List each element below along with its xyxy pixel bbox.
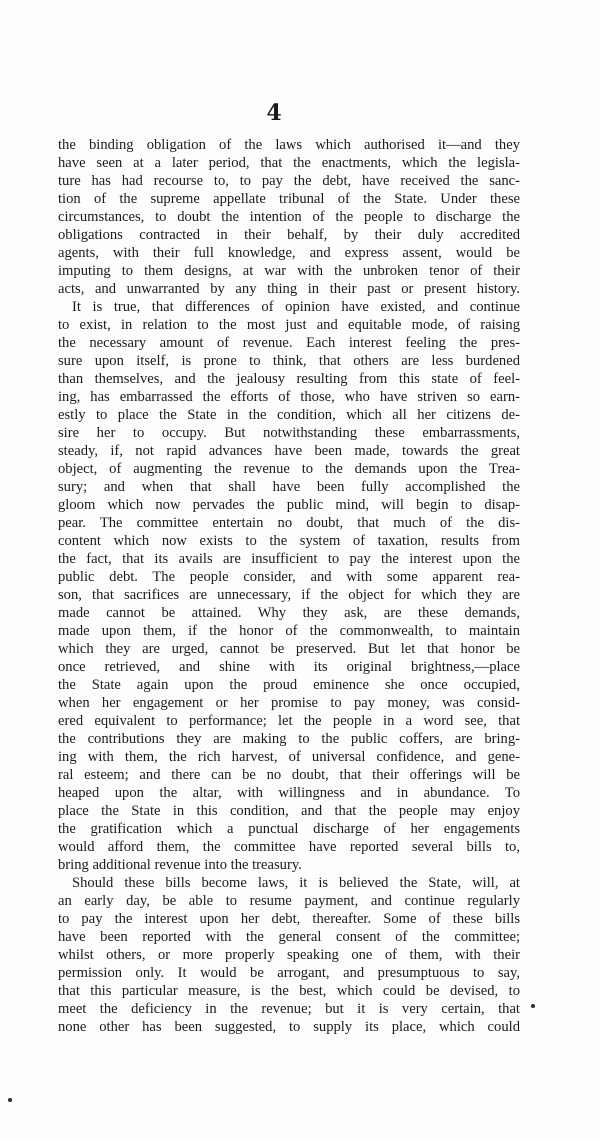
text-line: obligations contracted in their behalf, by their duly accredited xyxy=(58,227,520,243)
body-text xyxy=(58,136,520,1036)
text-line: public debt. The people consider, and with some apparent rea- xyxy=(58,569,520,585)
text-line: ered equivalent to performance; let the people in a word see, that xyxy=(58,713,520,729)
text-line: pear. The committee entertain no doubt, that much of the dis- xyxy=(58,515,520,531)
text-line: gloom which now pervades the public mind, will begin to disap- xyxy=(58,497,520,513)
text-line: object, of augmenting the revenue to the demands upon the Trea- xyxy=(58,461,520,477)
text-line: have been reported with the general consent of the committee; xyxy=(58,929,520,945)
text-line: made cannot be attained. Why they ask, are these demands, xyxy=(58,605,520,621)
text-line: the binding obligation of the laws which authorised it—and they xyxy=(58,137,520,153)
text-line: than themselves, and the jealousy resulting from this state of feel- xyxy=(58,371,520,387)
text-line: the contributions they are making to the public coffers, are bring- xyxy=(58,731,520,747)
text-line: tion of the supreme appellate tribunal of the State. Under these xyxy=(58,191,520,207)
text-line: acts, and unwarranted by any thing in their past or present history. xyxy=(58,281,520,297)
paragraph-start-line: It is true, that differences of opinion have existed, and continue xyxy=(72,299,520,315)
text-line: which they are urged, cannot be preserved. But let that honor be xyxy=(58,641,520,657)
text-line: son, that sacrifices are unnecessary, if the object for which they are xyxy=(58,587,520,603)
ink-speck xyxy=(8,1098,12,1102)
paragraph-end-line: bring additional revenue into the treasury. xyxy=(58,857,302,873)
text-line: none other has been suggested, to supply its place, which could xyxy=(58,1019,520,1035)
text-line: whilst others, or more properly speaking one of them, with their xyxy=(58,947,520,963)
text-line: an early day, be able to resume payment, and continue regularly xyxy=(58,893,520,909)
text-line: the necessary amount of revenue. Each interest feeling the pres- xyxy=(58,335,520,351)
paragraph-start-line: Should these bills become laws, it is believed the State, will, at xyxy=(72,875,520,891)
text-line: content which now exists to the system of taxation, results from xyxy=(58,533,520,549)
text-line: sure upon itself, is prone to think, that others are less burdened xyxy=(58,353,520,369)
text-line: would afford them, the committee have reported several bills to, xyxy=(58,839,520,855)
text-line: made upon them, if the honor of the commonwealth, to maintain xyxy=(58,623,520,639)
text-line: imputing to them designs, at war with the unbroken tenor of their xyxy=(58,263,520,279)
text-line: estly to place the State in the condition, which all her citizens de- xyxy=(58,407,520,423)
text-line: circumstances, to doubt the intention of the people to discharge the xyxy=(58,209,520,225)
text-line: that this particular measure, is the best, which could be devised, to xyxy=(58,983,520,999)
text-line: once retrieved, and shine with its original brightness,—place xyxy=(58,659,520,675)
text-line: permission only. It would be arrogant, and presumptuous to say, xyxy=(58,965,520,981)
text-line: place the State in this condition, and that the people may enjoy xyxy=(58,803,520,819)
text-line: to pay the interest upon her debt, thereafter. Some of these bills xyxy=(58,911,520,927)
text-line: ral esteem; and there can be no doubt, that their offerings will be xyxy=(58,767,520,783)
text-line: heaped upon the altar, with willingness and in abundance. To xyxy=(58,785,520,801)
ink-speck xyxy=(531,1004,535,1008)
text-line: meet the deficiency in the revenue; but it is very certain, that xyxy=(58,1001,520,1017)
text-line: the State again upon the proud eminence she once occupied, xyxy=(58,677,520,693)
text-line: agents, with their full knowledge, and express assent, would be xyxy=(58,245,520,261)
text-line: sire her to occupy. But notwithstanding these embarrassments, xyxy=(58,425,520,441)
text-line: sury; and when that shall have been fully accomplished the xyxy=(58,479,520,495)
text-line: to exist, in relation to the most just and equitable mode, of raising xyxy=(58,317,520,333)
text-line: ing, has embarrassed the efforts of those, who have striven so earn- xyxy=(58,389,520,405)
text-line: the gratification which a punctual discharge of her engagements xyxy=(58,821,520,837)
text-line: when her engagement or her promise to pay money, was consid- xyxy=(58,695,520,711)
text-line: ing with them, the rich harvest, of universal confidence, and gene- xyxy=(58,749,520,765)
text-line: steady, if, not rapid advances have been made, towards the great xyxy=(58,443,520,459)
text-line: have seen at a later period, that the enactments, which the legisla- xyxy=(58,155,520,171)
text-line: ture has had recourse to, to pay the debt, have received the sanc- xyxy=(58,173,520,189)
page-number: 4 xyxy=(266,100,282,126)
text-line: the fact, that its avails are insufficient to pay the interest upon the xyxy=(58,551,520,567)
